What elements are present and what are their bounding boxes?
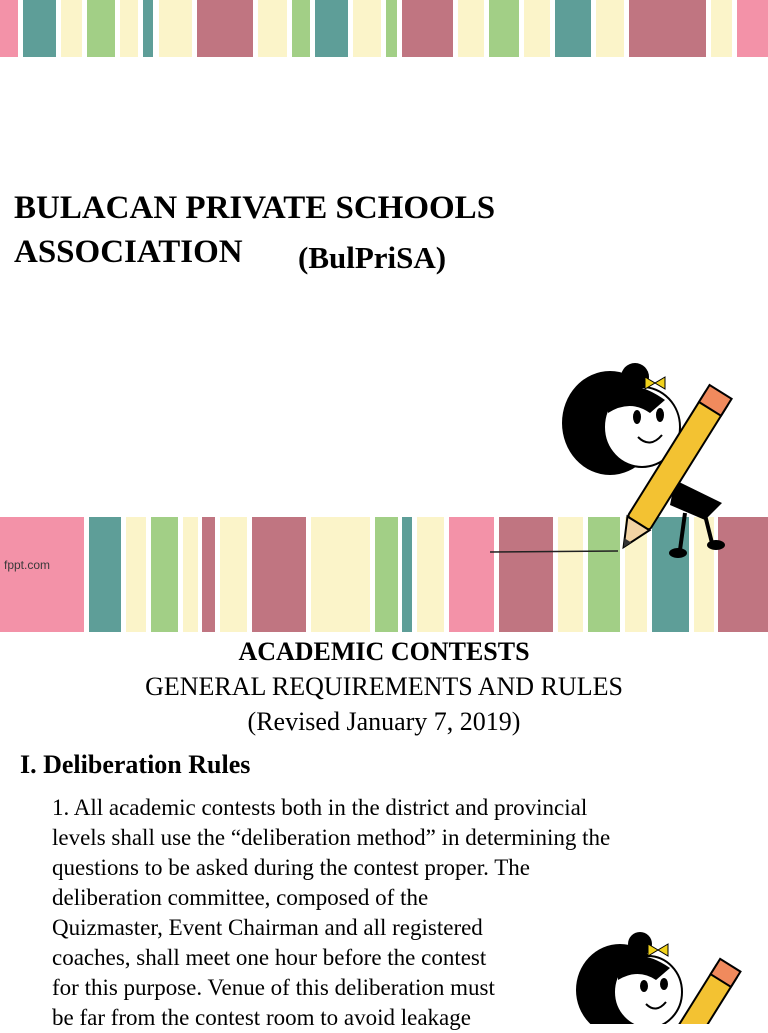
paragraph-narrow bbox=[52, 913, 555, 1033]
paragraph-line: Quizmaster, Event Chairman and all registered bbox=[52, 915, 483, 940]
paragraph-line: 1. All academic contests both in the district and provincial bbox=[52, 795, 588, 820]
stripe bbox=[183, 517, 198, 632]
stripe bbox=[737, 0, 768, 57]
stripe bbox=[120, 0, 138, 57]
slide-title-line-2: ASSOCIATION bbox=[14, 234, 243, 270]
stripe bbox=[151, 517, 178, 632]
heading-general-requirements: GENERAL REQUIREMENTS AND RULES bbox=[145, 672, 623, 701]
stripe bbox=[159, 0, 192, 57]
pencil-line bbox=[490, 551, 618, 552]
watermark-text: fppt.com bbox=[4, 558, 51, 572]
stripe bbox=[375, 517, 397, 632]
slide-abbreviation: (BulPriSA) bbox=[298, 240, 447, 275]
stripe bbox=[89, 517, 121, 632]
stripe bbox=[252, 517, 306, 632]
stripe bbox=[61, 0, 81, 57]
bow-icon bbox=[645, 377, 665, 389]
stripe bbox=[292, 0, 310, 57]
paragraph-line: deliberation committee, composed of the bbox=[52, 885, 429, 910]
stripe bbox=[315, 0, 348, 57]
document-heading bbox=[0, 634, 768, 739]
stripe bbox=[143, 0, 153, 57]
stripe bbox=[402, 0, 453, 57]
slide-title-line-1: BULACAN PRIVATE SCHOOLS bbox=[14, 190, 496, 226]
stripe bbox=[711, 0, 731, 57]
paragraph-line: levels shall use the “deliberation method” in determining the bbox=[52, 825, 611, 850]
paragraph-line: be far from the contest room to avoid leakage bbox=[52, 1005, 471, 1030]
heading-academic-contests: ACADEMIC CONTESTS bbox=[238, 637, 530, 666]
stripe bbox=[353, 0, 381, 57]
paragraph-line: coaches, shall meet one hour before the contest bbox=[52, 945, 487, 970]
stripe bbox=[596, 0, 624, 57]
heading-revision-date: (Revised January 7, 2019) bbox=[247, 707, 521, 736]
stripe bbox=[417, 517, 444, 632]
stripe bbox=[0, 517, 84, 632]
stripe bbox=[555, 0, 591, 57]
stripe bbox=[220, 517, 247, 632]
stripe bbox=[489, 0, 520, 57]
paragraph-line: questions to be asked during the contest proper. The bbox=[52, 855, 531, 880]
stripe bbox=[87, 0, 115, 57]
section-title: I. Deliberation Rules bbox=[20, 750, 251, 779]
top-stripe-banner bbox=[0, 0, 768, 57]
bow-icon bbox=[648, 944, 668, 956]
paragraph-line: for this purpose. Venue of this deliberation must bbox=[52, 975, 495, 1000]
stripe bbox=[197, 0, 253, 57]
stripe bbox=[202, 517, 214, 632]
girl-with-pencil-illustration-2 bbox=[560, 930, 768, 1024]
stripe bbox=[126, 517, 146, 632]
girl-with-pencil-illustration bbox=[490, 355, 750, 565]
stripe bbox=[458, 0, 484, 57]
stripe bbox=[629, 0, 706, 57]
stripe bbox=[311, 517, 370, 632]
stripe bbox=[524, 0, 550, 57]
stripe bbox=[23, 0, 56, 57]
stripe bbox=[449, 517, 493, 632]
stripe bbox=[402, 517, 412, 632]
paragraph-wide bbox=[52, 793, 688, 913]
stripe bbox=[386, 0, 396, 57]
stripe bbox=[0, 0, 18, 57]
stripe bbox=[258, 0, 286, 57]
